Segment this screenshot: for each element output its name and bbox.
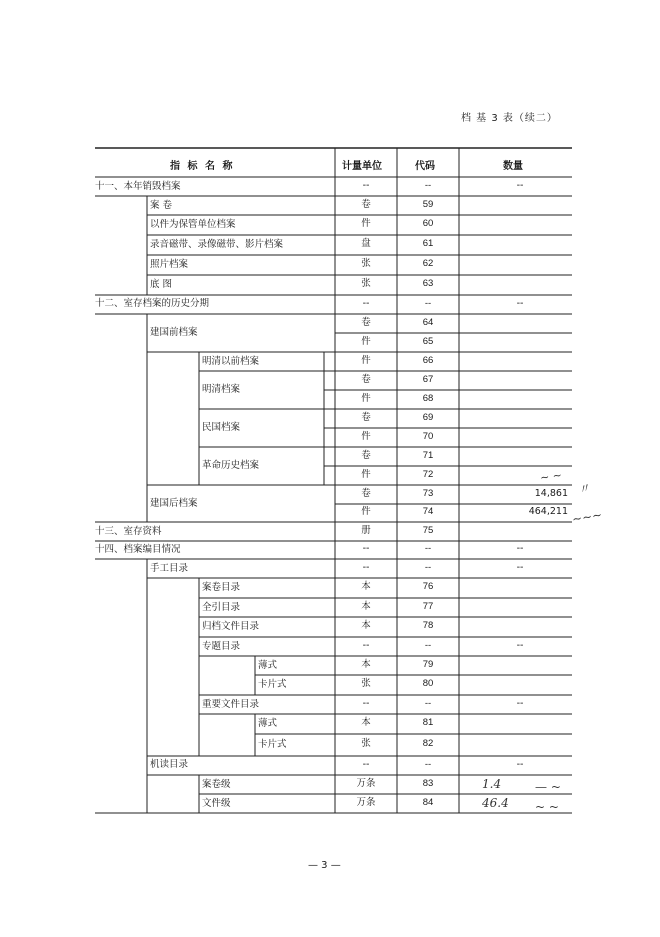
code-cell: 68 xyxy=(422,392,434,404)
header-indicator: 指 标 名 称 xyxy=(170,161,235,172)
code-cell: 76 xyxy=(422,581,434,592)
unit-cell: 件 xyxy=(361,218,371,229)
unit-cell: -- xyxy=(362,639,370,651)
quantity-cell: -- xyxy=(516,297,524,309)
row-label: 案卷级 xyxy=(202,779,231,790)
section-label: 十一、本年销毁档案 xyxy=(95,181,181,192)
code-cell: 65 xyxy=(422,335,434,347)
handwriting-mark: — ~ xyxy=(535,780,561,794)
row-label: 卡片式 xyxy=(258,679,287,690)
unit-cell: 件 xyxy=(361,506,371,517)
unit-cell: 卷 xyxy=(361,411,371,423)
row-label: 底 图 xyxy=(150,279,173,290)
code-cell: 59 xyxy=(422,198,434,210)
unit-cell: -- xyxy=(362,297,370,309)
code-cell: 82 xyxy=(422,738,434,749)
code-cell: 73 xyxy=(422,487,434,499)
unit-cell: 卷 xyxy=(361,316,371,328)
code-cell: 79 xyxy=(422,658,434,670)
row-label: 明清以前档案 xyxy=(202,356,260,367)
table-caption: 档 基 3 表（续二） xyxy=(461,113,558,124)
unit-cell: 本 xyxy=(361,600,371,612)
quantity-cell: -- xyxy=(516,543,524,554)
code-cell: 72 xyxy=(422,468,434,480)
quantity-cell: 1.4 xyxy=(482,776,502,791)
unit-cell: 件 xyxy=(361,335,371,347)
code-cell: 81 xyxy=(422,717,434,728)
code-cell: 63 xyxy=(422,278,434,289)
quantity-cell: -- xyxy=(516,697,524,709)
unit-cell: 卷 xyxy=(361,487,371,499)
unit-cell: 卷 xyxy=(361,373,371,385)
section-label: 十二、室存档案的历史分期 xyxy=(95,298,210,309)
quantity-cell: -- xyxy=(516,758,524,770)
row-label: 案 卷 xyxy=(150,200,173,211)
code-cell: -- xyxy=(424,179,432,191)
unit-cell: -- xyxy=(362,758,370,770)
row-label: 卡片式 xyxy=(258,739,287,750)
row-label: 民国档案 xyxy=(202,422,241,433)
row-label: 明清档案 xyxy=(202,384,241,395)
code-cell: 84 xyxy=(422,796,434,808)
row-label: 以件为保管单位档案 xyxy=(150,219,236,230)
row-label: 全引目录 xyxy=(202,602,241,613)
code-cell: 62 xyxy=(422,258,434,269)
row-label: 文件级 xyxy=(202,798,231,809)
section-label: 十四、档案编目情况 xyxy=(95,544,181,555)
row-label: 重要文件目录 xyxy=(202,699,260,710)
code-cell: 61 xyxy=(422,238,434,249)
code-cell: 77 xyxy=(422,600,434,612)
row-label: 机读目录 xyxy=(150,759,189,770)
code-cell: 69 xyxy=(422,411,434,423)
code-cell: 70 xyxy=(422,430,434,442)
unit-cell: 件 xyxy=(361,392,371,404)
code-cell: 60 xyxy=(422,218,434,229)
code-cell: -- xyxy=(424,639,432,651)
row-label: 薄式 xyxy=(258,718,278,729)
unit-cell: 本 xyxy=(361,581,371,592)
handwriting-mark: ~~~ xyxy=(571,507,604,527)
unit-cell: 盘 xyxy=(361,238,371,249)
code-cell: 75 xyxy=(422,524,434,536)
code-cell: -- xyxy=(424,297,432,309)
header-code: 代码 xyxy=(415,161,435,172)
section-label: 十三、室存资料 xyxy=(95,526,162,537)
unit-cell: 张 xyxy=(361,678,371,689)
quantity-cell: -- xyxy=(516,561,524,573)
quantity-cell: -- xyxy=(516,639,524,651)
unit-cell: 张 xyxy=(361,258,371,269)
row-label: 建国前档案 xyxy=(150,327,198,338)
unit-cell: 万条 xyxy=(356,796,376,808)
unit-cell: 册 xyxy=(361,524,371,536)
row-label: 革命历史档案 xyxy=(202,460,260,471)
page-number: — 3 — xyxy=(308,860,341,871)
code-cell: 74 xyxy=(422,506,434,517)
row-label: 案卷目录 xyxy=(202,582,241,593)
code-cell: 64 xyxy=(422,316,434,328)
code-cell: -- xyxy=(424,697,432,709)
quantity-cell: 46.4 xyxy=(482,795,509,810)
code-cell: 66 xyxy=(422,354,434,366)
unit-cell: 本 xyxy=(361,658,371,670)
row-label: 录音磁带、录像磁带、影片档案 xyxy=(150,239,284,250)
unit-cell: 件 xyxy=(361,468,371,480)
unit-cell: 卷 xyxy=(361,449,371,461)
unit-cell: 本 xyxy=(361,717,371,728)
unit-cell: -- xyxy=(362,543,370,554)
handwriting-mark: ~ ~ xyxy=(539,468,563,485)
code-cell: -- xyxy=(424,543,432,554)
unit-cell: 张 xyxy=(361,738,371,749)
header-unit: 计量单位 xyxy=(342,161,382,172)
unit-cell: 卷 xyxy=(361,198,371,210)
quantity-cell: -- xyxy=(516,179,524,191)
unit-cell: -- xyxy=(362,179,370,191)
row-label: 手工目录 xyxy=(150,563,189,574)
unit-cell: -- xyxy=(362,697,370,709)
code-cell: -- xyxy=(424,758,432,770)
handwriting-mark: ~ ~ xyxy=(535,800,559,814)
code-cell: 83 xyxy=(422,777,434,789)
header-quantity: 数量 xyxy=(503,161,523,172)
unit-cell: 本 xyxy=(361,620,371,631)
quantity-cell: 464,211 xyxy=(528,506,568,517)
code-cell: 71 xyxy=(422,449,434,461)
unit-cell: 万条 xyxy=(356,777,376,789)
row-label: 照片档案 xyxy=(150,259,189,270)
code-cell: 80 xyxy=(422,678,434,689)
row-label: 专题目录 xyxy=(202,641,241,652)
handwriting-mark: 〃 xyxy=(576,480,593,498)
unit-cell: 张 xyxy=(361,278,371,289)
quantity-cell: 14,861 xyxy=(534,487,568,499)
code-cell: 78 xyxy=(422,620,434,631)
unit-cell: 件 xyxy=(361,354,371,366)
code-cell: 67 xyxy=(422,373,434,385)
unit-cell: 件 xyxy=(361,430,371,442)
code-cell: -- xyxy=(424,561,432,573)
unit-cell: -- xyxy=(362,561,370,573)
row-label: 归档文件目录 xyxy=(202,621,260,632)
row-label: 薄式 xyxy=(258,660,278,671)
row-label: 建国后档案 xyxy=(150,498,198,509)
